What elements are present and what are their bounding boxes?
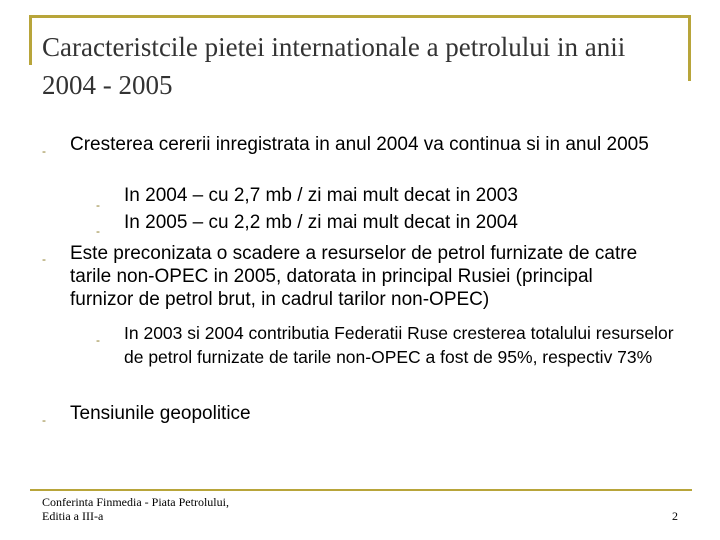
page-number: 2 [672,509,678,523]
bullet-marker: - [42,413,46,427]
bullet-marker: - [42,252,46,266]
sub-bullet-marker: - [96,333,100,347]
sub-bullet-marker: - [96,224,100,238]
footer-divider [30,489,692,491]
sub-bullet-text: In 2003 si 2004 contributia Federatii Ruse cresterea totalului resurselor de petrol furnizate de tarile non-OPEC a fost de 95%, respectiv 73% [124,323,674,367]
bullet-marker: - [42,144,46,158]
sub-bullet-marker: - [96,198,100,212]
sub-bullet-text: In 2004 – cu 2,7 mb / zi mai mult decat in 2003 [124,185,518,206]
bullet-text: Cresterea cererii inregistrata in anul 2004 va continua si in anul 2005 [70,134,649,155]
footer-text: Conferinta Finmedia - Piata Petrolului, Editia a III-a [42,495,229,523]
bullet-text: Este preconizata o scadere a resurselor de petrol furnizate de catre tarile non-OPEC in 2005, datorata in principal Rusiei (principal furnizor de petrol brut, in cadrul tarilor non-OPEC) [70,243,638,310]
bullet-text: Tensiunile geopolitice [70,403,251,424]
sub-bullet-text: In 2005 – cu 2,2 mb / zi mai mult decat in 2004 [124,212,518,233]
slide-title: Caracteristcile pietei internationale a petrolului in anii 2004 - 2005 [42,32,626,100]
